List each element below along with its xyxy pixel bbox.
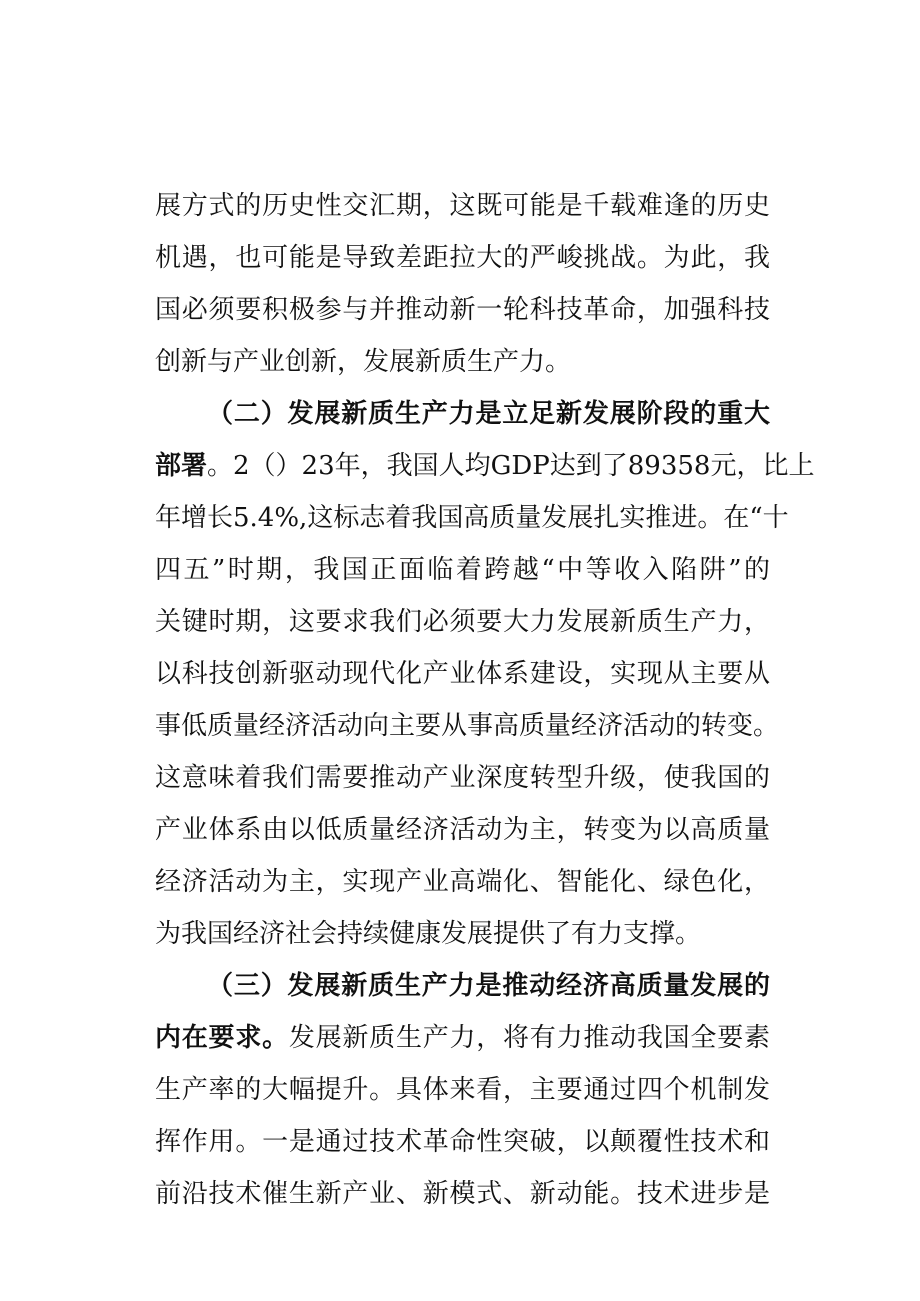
text-line <box>155 284 770 336</box>
text-line <box>155 492 789 544</box>
text-line <box>155 804 770 856</box>
section-heading-3-end: 内在要求。 <box>155 1023 289 1053</box>
text-run: 以科技创新驱动现代化产业体系建设，实现从主要从 <box>155 659 770 689</box>
text-run: 机遇，也可能是导致差距拉大的严峻挑战。为此，我 <box>155 243 770 273</box>
text-line <box>155 908 770 960</box>
body-text <box>155 180 815 1220</box>
text-run: 生产率的大幅提升。具体来看，主要通过四个机制发 <box>155 1075 770 1105</box>
section-heading-line <box>155 388 770 440</box>
text-line <box>155 180 770 232</box>
text-line <box>155 1116 770 1168</box>
text-run: 为我国经济社会持续健康发展提供了有力支撑。 <box>155 919 702 949</box>
text-run: 挥作用。一是通过技术革命性突破，以颠覆性技术和 <box>155 1127 770 1157</box>
text-line <box>155 648 770 700</box>
text-line <box>155 700 780 752</box>
section-heading-2: （二）发展新质生产力是立足新发展阶段的重大 <box>207 399 770 429</box>
text-run: 发展新质生产力，将有力推动我国全要素 <box>288 1023 770 1053</box>
text-run: 。2（）23年，我国人均GDP达到了89358元，比上 <box>207 451 815 481</box>
text-line <box>155 1064 770 1116</box>
text-run: 国必须要积极参与并推动新一轮科技革命，加强科技 <box>155 295 770 325</box>
section-heading-line <box>155 960 770 1012</box>
text-line <box>155 440 815 492</box>
text-line <box>155 856 770 908</box>
text-line <box>155 752 770 804</box>
text-line <box>155 544 770 596</box>
text-run: 创新与产业创新，发展新质生产力。 <box>155 347 572 377</box>
text-line <box>155 596 770 648</box>
text-line <box>155 1168 770 1220</box>
section-heading-2-end: 部署 <box>155 451 208 481</box>
text-line <box>155 1012 770 1064</box>
text-run: 产业体系由以低质量经济活动为主，转变为以高质量 <box>155 815 770 845</box>
text-line <box>155 336 770 388</box>
text-run: 事低质量经济活动向主要从事高质量经济活动的转变。 <box>155 711 780 741</box>
text-run: 四五”时期，我国正面临着跨越“中等收入陷阱”的 <box>155 555 770 585</box>
text-run: 展方式的历史性交汇期，这既可能是千载难逢的历史 <box>155 191 770 221</box>
text-run: 前沿技术催生新产业、新模式、新动能。技术进步是 <box>155 1179 770 1209</box>
text-run: 年增长5.4%,这标志着我国高质量发展扎实推进。在“十 <box>155 503 789 533</box>
text-run: 关键时期，这要求我们必须要大力发展新质生产力， <box>155 607 770 637</box>
section-heading-3: （三）发展新质生产力是推动经济高质量发展的 <box>207 971 770 1001</box>
text-line <box>155 232 770 284</box>
text-run: 经济活动为主，实现产业高端化、智能化、绿色化， <box>155 867 770 897</box>
text-run: 这意味着我们需要推动产业深度转型升级，使我国的 <box>155 763 770 793</box>
